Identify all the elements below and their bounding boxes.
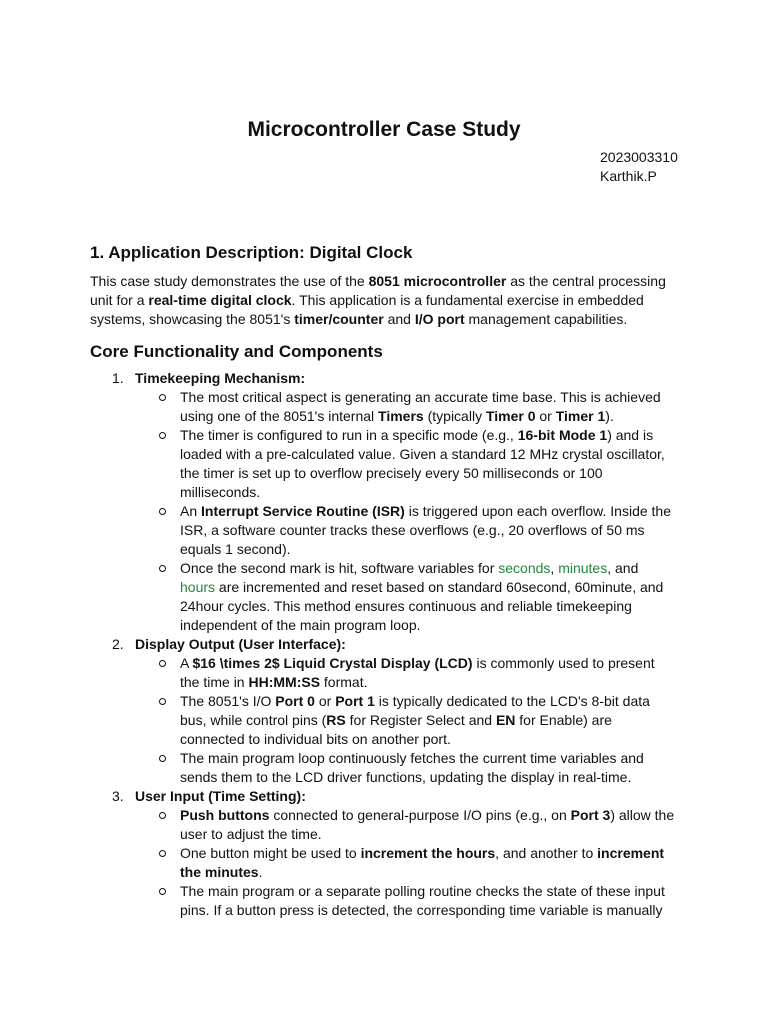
- text-run: The main program loop continuously fetches the current time variables and sends them to the LCD driver functions, updating the display in real-time.: [180, 750, 644, 785]
- highlight-term: hours: [180, 579, 216, 595]
- text-run: and: [383, 311, 415, 327]
- bullet-item: [135, 882, 675, 920]
- bold-term: 8051 microcontroller: [368, 273, 507, 289]
- bold-term: I/O port: [414, 311, 465, 327]
- item-label: Timekeeping Mechanism:: [135, 370, 306, 386]
- text-run: A: [180, 655, 193, 671]
- bold-term: Push buttons: [180, 807, 270, 823]
- text-run: The main program or a separate polling routine checks the state of these input pins. If a button press is detected, the corresponding time variable is manually: [180, 883, 665, 918]
- text-run: ) allow the user to adjust the time.: [180, 807, 675, 842]
- highlight-term: minutes: [558, 560, 608, 576]
- bold-term: RS: [326, 712, 346, 728]
- author-block: [600, 148, 678, 186]
- text-run: The timer is configured to run in a specific mode (e.g.,: [180, 427, 518, 443]
- text-run: , and: [607, 560, 639, 576]
- bullet-list: [135, 388, 690, 635]
- bullet-item: [135, 806, 675, 844]
- author-id: 2023003310: [600, 149, 678, 165]
- subsection-heading: Core Functionality and Components: [90, 342, 383, 361]
- bullet-item: [135, 559, 675, 635]
- core-item: [90, 635, 690, 787]
- text-run: .: [258, 864, 263, 880]
- bold-term: HH:MM:SS: [248, 674, 321, 690]
- core-list: [90, 369, 690, 920]
- bold-term: 16-bit Mode 1: [517, 427, 608, 443]
- bullet-item: [135, 654, 675, 692]
- text-run: The most critical aspect is generating an accurate time base. This is achieved using one of the 8051's internal: [180, 389, 661, 424]
- bold-term: Port 3: [570, 807, 611, 823]
- intro-paragraph: [90, 272, 666, 329]
- bold-term: Interrupt Service Routine (ISR): [201, 503, 405, 519]
- text-run: ).: [605, 408, 614, 424]
- text-run: , and another to: [495, 845, 598, 861]
- bullet-item: [135, 426, 675, 502]
- item-number: 1.: [112, 370, 124, 386]
- item-number: 2.: [112, 636, 124, 652]
- bullet-item: [135, 844, 675, 882]
- item-number: 3.: [112, 788, 124, 804]
- text-run: is typically dedicated to the LCD's 8-bit data bus, while control pins (: [180, 693, 650, 728]
- bold-term: increment the minutes: [180, 845, 665, 880]
- text-run: This case study demonstrates the use of the: [90, 273, 369, 289]
- bold-term: Timers: [378, 408, 424, 424]
- text-run: for Enable) are connected to individual bits on another port.: [180, 712, 612, 747]
- text-run: ,: [550, 560, 559, 576]
- text-run: connected to general-purpose I/O pins (e.g., on: [269, 807, 571, 823]
- text-run: . This application is a fundamental exercise in embedded systems, showcasing the 8051's: [90, 292, 644, 327]
- text-run: One button might be used to: [180, 845, 361, 861]
- bullet-list: [135, 654, 690, 787]
- bullet-item: [135, 388, 675, 426]
- text-run: are incremented and reset based on standard 60second, 60minute, and 24hour cycles. This method ensures continuous and reliable timekeeping independent of the main program loop.: [180, 579, 664, 633]
- text-run: is triggered upon each overflow. Inside the ISR, a software counter tracks these overflows (e.g., 20 overflows of 50 ms equals 1 second).: [180, 503, 671, 557]
- author-name: Karthik.P: [600, 168, 657, 184]
- core-item: [90, 369, 690, 635]
- highlight-term: seconds: [498, 560, 551, 576]
- bold-term: increment the hours: [360, 845, 496, 861]
- text-run: is commonly used to present the time in: [180, 655, 655, 690]
- text-run: or: [535, 408, 556, 424]
- bold-term: Port 0: [275, 693, 315, 709]
- bullet-list: [135, 806, 690, 920]
- bold-term: Port 1: [335, 693, 375, 709]
- text-run: as the central processing unit for a: [90, 273, 666, 308]
- document-body: [90, 240, 690, 920]
- text-run: Once the second mark is hit, software variables for: [180, 560, 499, 576]
- text-run: (typically: [423, 408, 486, 424]
- core-item: [90, 787, 690, 920]
- text-run: or: [314, 693, 336, 709]
- bold-term: Timer 0: [485, 408, 536, 424]
- item-label: Display Output (User Interface):: [135, 636, 346, 652]
- page-title: Microcontroller Case Study: [247, 118, 521, 141]
- text-run: format.: [320, 674, 368, 690]
- bold-term: timer/counter: [294, 311, 384, 327]
- item-label: User Input (Time Setting):: [135, 788, 306, 804]
- bullet-item: [135, 749, 675, 787]
- text-run: An: [180, 503, 202, 519]
- bold-term: EN: [495, 712, 516, 728]
- section-heading: 1. Application Description: Digital Clock: [90, 243, 413, 262]
- text-run: The 8051's I/O: [180, 693, 276, 709]
- text-run: ) and is loaded with a pre-calculated value. Given a standard 12 MHz crystal oscillator, the timer is set up to overflow precisely every 50 milliseconds or 100 milliseconds.: [180, 427, 665, 500]
- bullet-item: [135, 692, 675, 749]
- bold-term: real-time digital clock: [148, 292, 292, 308]
- bold-term: $16 \times 2$ Liquid Crystal Display (LCD): [192, 655, 473, 671]
- bold-term: Timer 1: [555, 408, 606, 424]
- bullet-item: [135, 502, 675, 559]
- text-run: for Register Select and: [345, 712, 496, 728]
- text-run: management capabilities.: [464, 311, 628, 327]
